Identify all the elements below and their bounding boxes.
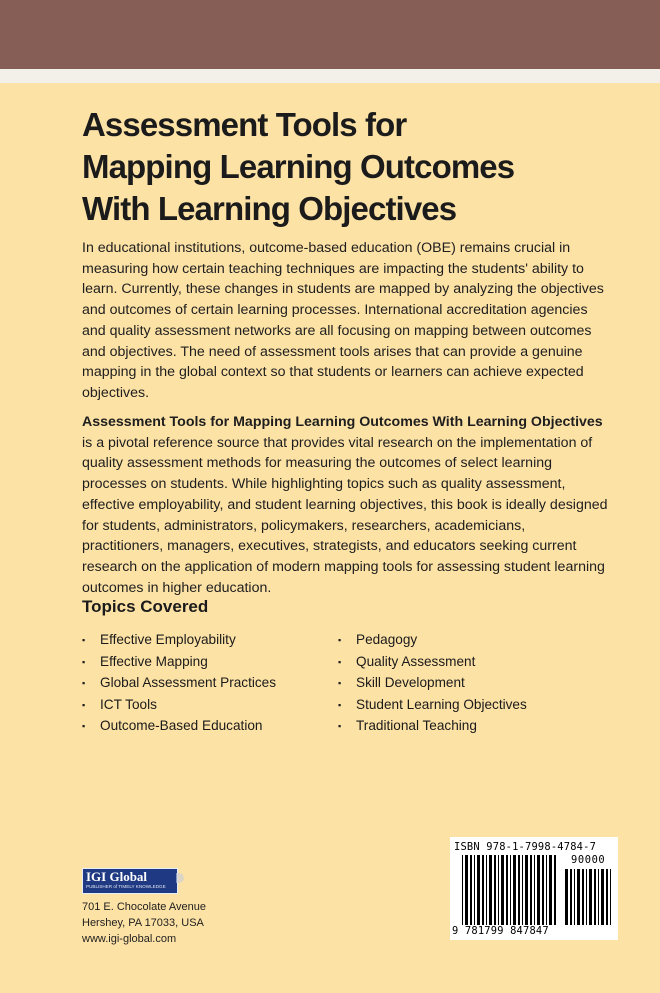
- isbn-number: ISBN 978-1-7998-4784-7: [454, 841, 597, 853]
- barcode-bar: [582, 869, 584, 925]
- barcode-bar: [498, 855, 499, 925]
- bullet-icon: ▪: [338, 721, 342, 732]
- barcode-bar: [594, 869, 596, 925]
- top-color-band: [0, 0, 660, 69]
- barcode-digits: 9 781799 847847: [452, 925, 549, 937]
- barcode-bar: [513, 855, 516, 925]
- isbn-barcode: [450, 837, 618, 940]
- barcode-bar: [501, 855, 504, 925]
- title-line-1: Assessment Tools for: [82, 106, 407, 143]
- bullet-icon: ▪: [82, 635, 86, 645]
- description-paragraph-2: [82, 412, 610, 598]
- bullet-icon: ▪: [338, 678, 342, 689]
- topics-heading: Topics Covered: [82, 597, 209, 616]
- topic-label: Pedagogy: [356, 632, 418, 647]
- logo-swoosh-icon: [176, 873, 184, 883]
- barcode-bar: [510, 855, 511, 925]
- topic-label: Student Learning Objectives: [356, 696, 527, 712]
- barcode-bar: [537, 855, 540, 925]
- barcode-bar: [606, 869, 608, 925]
- barcode-bar: [554, 855, 556, 925]
- logo-text: IGI Global: [86, 869, 148, 884]
- barcode-bar: [494, 855, 496, 925]
- bullet-icon: ▪: [82, 678, 86, 689]
- topics-list-left: [82, 629, 276, 737]
- barcode-bar: [486, 855, 487, 925]
- title-line-3: With Learning Objectives: [82, 190, 457, 227]
- barcode-bar: [549, 855, 552, 925]
- top-white-stripe: [0, 69, 660, 83]
- topic-item: [82, 629, 276, 651]
- bullet-icon: ▪: [82, 656, 86, 667]
- bullet-icon: ▪: [82, 699, 86, 710]
- bullet-icon: ▪: [338, 699, 342, 710]
- barcode-bar: [474, 855, 475, 925]
- description-body: is a pivotal reference source that provides vital research on the implementation of quality assessment methods for measuring the outcomes of select learning processes on students. While highlighting topics such as quality assessment, effective employability, and student learning objectives, this book is ideally designed for students, administrators, policymakers, researchers, academicians, practitioners, managers, executives, strategists, and educators seeking current research on the application of modern mapping tools for assessing student learning outcomes in higher education.: [82, 434, 608, 596]
- topic-item: [82, 672, 276, 694]
- barcode-bar: [465, 855, 468, 925]
- barcode-bar: [589, 869, 592, 925]
- barcode-bar: [598, 869, 599, 925]
- barcode-bar: [534, 855, 535, 925]
- topic-item: [82, 715, 276, 737]
- barcode-bar: [482, 855, 484, 925]
- topic-label: Effective Employability: [100, 632, 236, 647]
- barcode-bar: [601, 869, 604, 925]
- topic-item: [338, 629, 527, 651]
- barcode-bar: [462, 855, 463, 925]
- topic-item: [82, 651, 276, 673]
- barcode-bar: [518, 855, 520, 925]
- bullet-icon: ▪: [338, 656, 342, 667]
- barcode-bar: [525, 855, 528, 925]
- topic-label: Global Assessment Practices: [100, 675, 277, 691]
- barcode-bar: [522, 855, 523, 925]
- barcode-bar: [470, 855, 472, 925]
- barcode-bar: [477, 855, 480, 925]
- publisher-address: [82, 899, 206, 947]
- topic-label: Quality Assessment: [356, 653, 476, 669]
- address-line-2: Hershey, PA 17033, USA: [82, 917, 204, 929]
- barcode-bar: [546, 855, 547, 925]
- topic-item: [338, 694, 527, 716]
- publisher-website: www.igi-global.com: [82, 933, 177, 945]
- barcode-bar: [570, 869, 572, 925]
- bullet-icon: ▪: [338, 635, 342, 645]
- barcode-price-code: 90000: [571, 854, 606, 866]
- description-paragraph-1: In educational institutions, outcome-based education (OBE) remains crucial in measuring how certain teaching techniques are impacting the students' ability to learn. Currently, these changes in students are mapped by analyzing the objectives and outcomes of certain learning processes. International accreditation agencies and quality assessment networks are all focusing on mapping between outcomes and objectives. The need of assessment tools arises that can provide a genuine mapping in the global context so that students or learners can achieve expected objectives.: [82, 240, 604, 401]
- barcode-bar: [577, 869, 580, 925]
- barcode-bar: [506, 855, 508, 925]
- topic-item: [338, 672, 527, 694]
- bullet-icon: ▪: [82, 721, 86, 732]
- topic-label: Traditional Teaching: [356, 718, 477, 734]
- topic-item: [338, 651, 527, 673]
- title-line-2: Mapping Learning Outcomes: [82, 148, 515, 185]
- address-line-1: 701 E. Chocolate Avenue: [82, 901, 206, 913]
- barcode-bar: [586, 869, 587, 925]
- topic-item: [82, 694, 276, 716]
- book-title: [82, 104, 622, 230]
- topic-label: ICT Tools: [100, 696, 157, 712]
- description-bold-title: Assessment Tools for Mapping Learning Outcomes With Learning Objectives: [82, 414, 603, 430]
- publisher-logo: [82, 868, 178, 894]
- barcode-bar: [574, 869, 575, 925]
- topic-label: Outcome-Based Education: [100, 718, 263, 734]
- logo-tagline: PUBLISHER of TIMELY KNOWLEDGE: [86, 884, 166, 889]
- topics-list-right: [338, 629, 527, 737]
- barcode-bar: [530, 855, 532, 925]
- barcode-bar: [565, 869, 568, 925]
- topic-item: [338, 715, 527, 737]
- barcode-bar: [610, 869, 611, 925]
- barcode-bar: [542, 855, 544, 925]
- barcode-bar: [489, 855, 492, 925]
- topic-label: Skill Development: [356, 675, 465, 691]
- topic-label: Effective Mapping: [100, 653, 208, 669]
